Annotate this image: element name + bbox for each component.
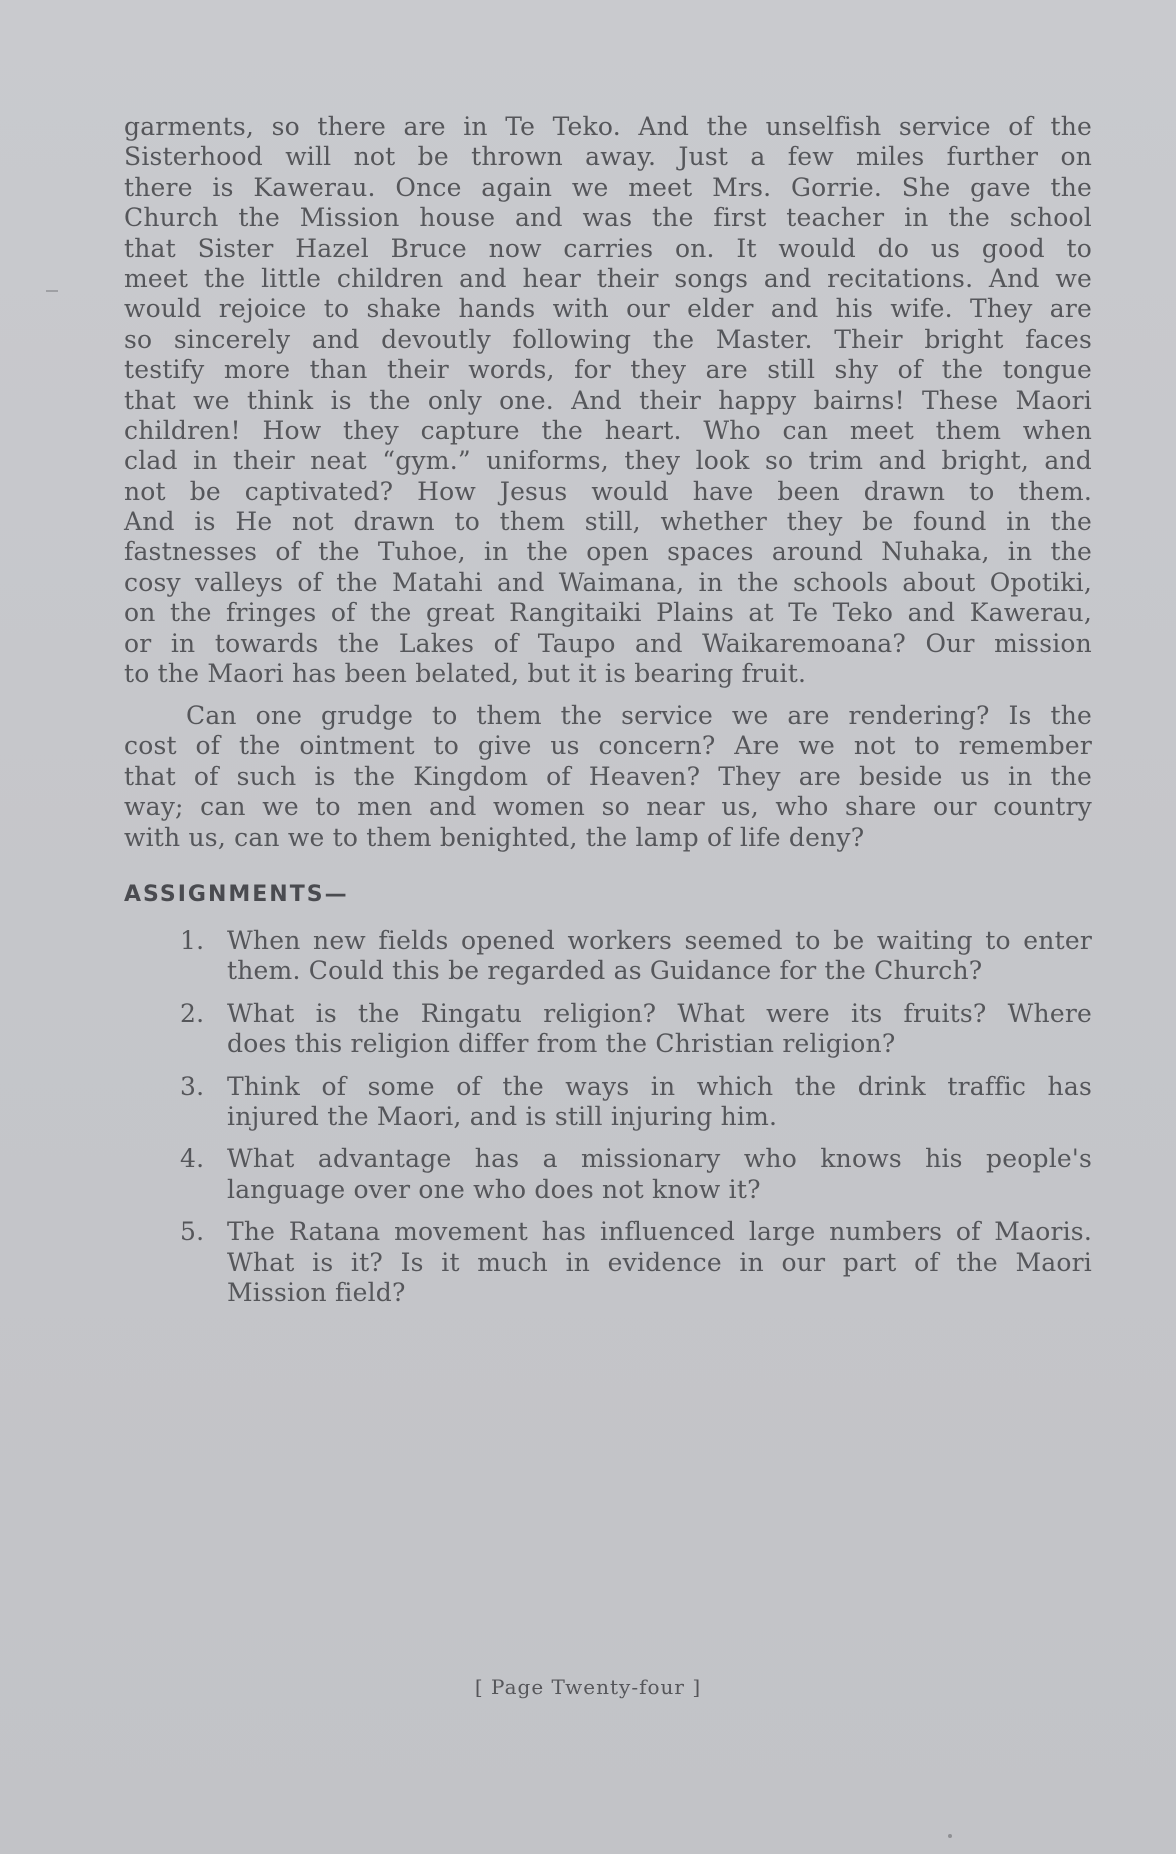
scan-dot	[948, 1834, 952, 1838]
assignment-number: 3.	[180, 1071, 205, 1101]
paragraph-line: fastnesses of the Tuhoe, in the open spaces around Nuhaka, in the	[124, 537, 1092, 567]
assignment-number: 4.	[180, 1144, 205, 1174]
paragraph-line: Church the Mission house and was the first teacher in the school	[124, 203, 1092, 233]
assignment-number: 2.	[180, 998, 205, 1028]
paragraph-line: children! How they capture the heart. Who can meet them when	[124, 415, 1092, 445]
paragraph-line: there is Kawerau. Once again we meet Mrs. Gorrie. She gave the	[124, 172, 1092, 202]
paragraph-line: Can one grudge to them the service we are rendering? Is the	[186, 701, 1092, 730]
assignment-line: injured the Maori, and is still injuring him.	[227, 1101, 778, 1131]
assignments-list	[124, 926, 1092, 1320]
assignment-text	[227, 926, 1092, 987]
page-number: [ Page Twenty-four ]	[474, 1675, 702, 1699]
body-paragraph-2	[124, 701, 1092, 853]
assignment-number: 5.	[180, 1217, 205, 1247]
assignment-line: Mission field?	[227, 1277, 406, 1307]
paragraph-line: to the Maori has been belated, but it is bearing fruit.	[124, 659, 807, 689]
paragraph-line: or in towards the Lakes of Taupo and Waikaremoana? Our mission	[124, 628, 1092, 658]
assignments-heading: ASSIGNMENTS—	[124, 882, 349, 907]
paragraph-line: And is He not drawn to them still, whether they be found in the	[124, 507, 1092, 537]
paragraph-line: not be captivated? How Jesus would have been drawn to them.	[124, 476, 1092, 506]
paragraph-line: way; can we to men and women so near us, who share our country	[124, 792, 1092, 822]
scan-mark	[46, 290, 58, 292]
assignment-item	[124, 999, 1092, 1060]
paragraph-line: cosy valleys of the Matahi and Waimana, in the schools about Opotiki,	[124, 567, 1092, 597]
assignment-item	[124, 1144, 1092, 1205]
paragraph-line: testify more than their words, for they are still shy of the tongue	[124, 355, 1092, 385]
assignment-line: What is it? Is it much in evidence in our part of the Maori	[227, 1247, 1092, 1277]
assignment-text	[227, 1144, 1092, 1205]
assignment-text	[227, 1217, 1092, 1308]
assignment-line: Think of some of the ways in which the drink traffic has	[227, 1071, 1092, 1101]
assignment-line: does this religion differ from the Christian religion?	[227, 1029, 896, 1059]
assignment-item	[124, 926, 1092, 987]
paragraph-line: with us, can we to them benighted, the lamp of life deny?	[124, 822, 865, 852]
body-paragraph-1	[124, 112, 1092, 689]
paragraph-line: that Sister Hazel Bruce now carries on. It would do us good to	[124, 233, 1092, 263]
assignment-line: The Ratana movement has influenced large numbers of Maoris.	[227, 1217, 1092, 1247]
paragraph-line: cost of the ointment to give us concern? Are we not to remember	[124, 731, 1092, 761]
assignment-item	[124, 1072, 1092, 1133]
assignment-line: language over one who does not know it?	[227, 1174, 761, 1204]
assignment-text	[227, 1072, 1092, 1133]
paragraph-line: clad in their neat “gym.” uniforms, they look so trim and bright, and	[124, 446, 1092, 476]
assignment-line: What is the Ringatu religion? What were its fruits? Where	[227, 998, 1092, 1028]
paragraph-line: meet the little children and hear their songs and recitations. And we	[124, 263, 1092, 293]
paragraph-line: would rejoice to shake hands with our elder and his wife. They are	[124, 294, 1092, 324]
assignment-number: 1.	[180, 926, 205, 955]
assignment-item	[124, 1217, 1092, 1308]
paragraph-line: that we think is the only one. And their happy bairns! These Maori	[124, 385, 1092, 415]
paragraph-line: garments, so there are in Te Teko. And the unselfish service of the	[124, 112, 1092, 141]
paragraph-line: on the fringes of the great Rangitaiki Plains at Te Teko and Kawerau,	[124, 598, 1092, 628]
assignment-line: them. Could this be regarded as Guidance for the Church?	[227, 956, 983, 986]
assignment-line: When new fields opened workers seemed to be waiting to enter	[227, 926, 1092, 955]
assignment-line: What advantage has a missionary who knows his people's	[227, 1144, 1092, 1174]
paragraph-line: that of such is the Kingdom of Heaven? They are beside us in the	[124, 761, 1092, 791]
paragraph-line: Sisterhood will not be thrown away. Just a few miles further on	[124, 142, 1092, 172]
assignment-text	[227, 999, 1092, 1060]
paragraph-line: so sincerely and devoutly following the Master. Their bright faces	[124, 324, 1092, 354]
